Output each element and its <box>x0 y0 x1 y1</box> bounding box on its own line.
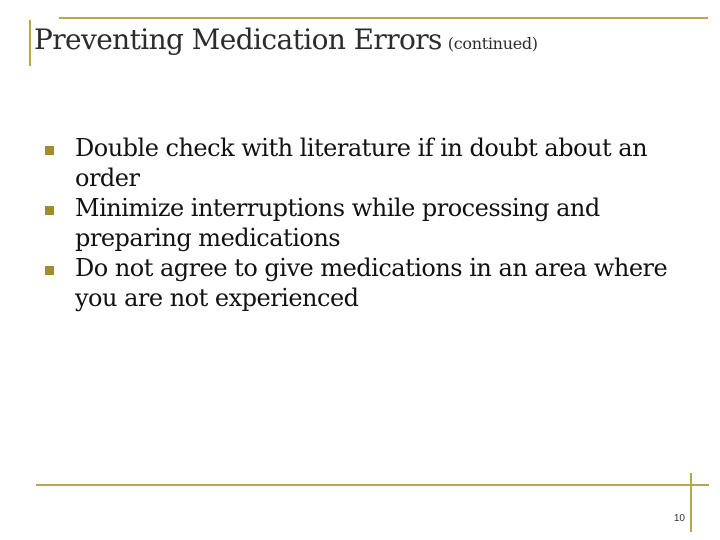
slide-title-main: Preventing Medication Errors <box>34 23 442 56</box>
bullet-list <box>40 133 690 313</box>
bullet-item <box>40 253 690 313</box>
square-bullet-icon <box>45 146 54 155</box>
left-rule <box>29 20 31 66</box>
bullet-text: Double check with literature if in doubt about an order <box>75 134 648 192</box>
bullet-item <box>40 133 690 193</box>
square-bullet-icon <box>45 206 54 215</box>
bullet-text: Minimize interruptions while processing and preparing medications <box>75 194 600 252</box>
bullet-text: Do not agree to give medications in an area where you are not experienced <box>75 254 668 312</box>
page-number: 10 <box>673 513 685 524</box>
right-rule <box>690 473 692 532</box>
bullet-item <box>40 193 690 253</box>
slide-title <box>34 23 538 56</box>
square-bullet-icon <box>45 266 54 275</box>
slide-title-suffix: (continued) <box>447 34 538 53</box>
bottom-rule <box>36 484 709 486</box>
top-rule <box>59 17 708 19</box>
